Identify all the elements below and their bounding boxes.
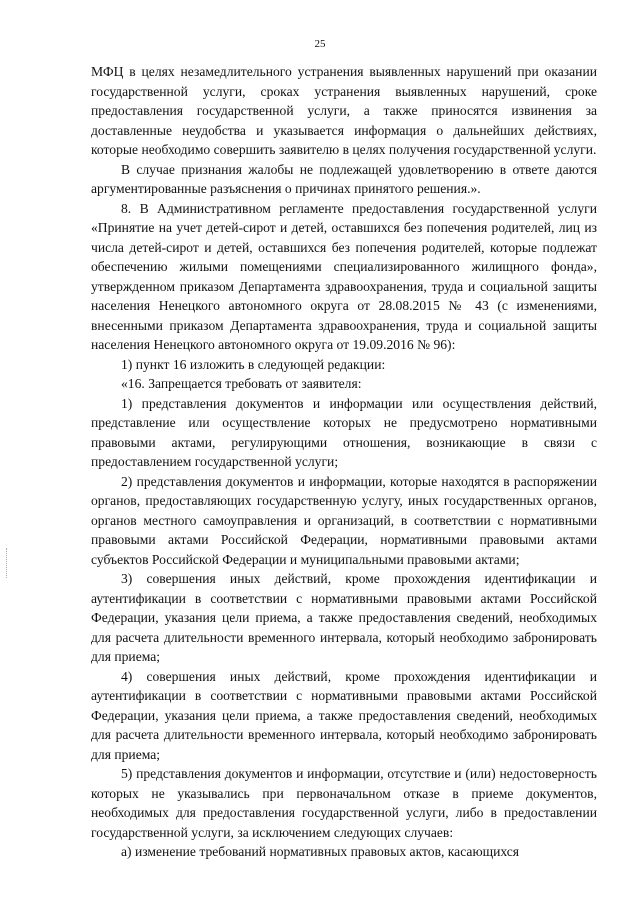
margin-mark (6, 548, 10, 578)
paragraph-10: 5) представления документов и информации, отсутствие и (или) недостоверность которых не указывались при первоначальном отказе в приеме документов, необходимых для предоставления государственной услуги, либо в предоставлении государственной услуги, за исключением следующих случаев: (91, 766, 597, 840)
paragraph-9: 4) совершения иных действий, кроме прохождения идентификации и аутентификации в соответствии с нормативными правовыми актами Российской Федерации, указания цели приема, а также предоставления сведений, необходимых для расчета длительности временного интервала, который необходимо забронировать для приема; (91, 668, 597, 762)
paragraph-8: 3) совершения иных действий, кроме прохождения идентификации и аутентификации в соответствии с нормативными правовыми актами Российской Федерации, указания цели приема, а также предоставления сведений, необходимых для расчета длительности временного интервала, который необходимо забронировать для приема; (91, 571, 597, 664)
document-body (91, 62, 597, 862)
paragraph-7: 2) представления документов и информации, которые находятся в распоряжении органов, предоставляющих государственную услугу, иных государственных органов, органов местного самоуправления и организаций, в соответствии с нормативными правовыми актами Российской Федерации, нормативными правовыми актами субъектов Российской Федерации и муниципальными правовыми актами; (91, 473, 597, 567)
paragraph-1: МФЦ в целях незамедлительного устранения выявленных нарушений при оказании государственной услуги, сроках устранения выявленных нарушений, сроке предоставления государственной услуги, а также приносятся извинения за доставленные неудобства и указывается информация о дальнейших действиях, которые необходимо совершить заявителю в целях получения государственной услуги. (91, 64, 597, 157)
paragraph-2: В случае признания жалобы не подлежащей удовлетворению в ответе даются аргументированные разъяснения о причинах принятого решения.». (91, 161, 597, 196)
paragraph-6: 1) представления документов и информации или осуществления действий, представление или осуществление которых не предусмотрено нормативными правовыми актами, регулирующими отношения, возникающие в связи с предоставлением государственной услуги; (91, 395, 597, 469)
paragraph-11: а) изменение требований нормативных правовых актов, касающихся (121, 844, 520, 859)
page-number: 25 (314, 38, 326, 50)
paragraph-4: 1) пункт 16 изложить в следующей редакции: (121, 356, 386, 372)
paragraph-5: «16. Запрещается требовать от заявителя: (121, 376, 362, 391)
paragraph-3: 8. В Административном регламенте предоставления государственной услуги «Принятие на учет детей-сирот и детей, оставшихся без попечения родителей, лиц из числа детей-сирот и детей, оставшихся без попечения родителей, которые подлежат обеспечению жилыми помещениями специализированного жилищного фонда», утвержденном приказом Департамента здравоохранения, труда и социальной защиты населения Ненецкого автономного округа от 28.08.2015 № 43 (с изменениями, внесенными приказом Департамента здравоохранения, труда и социальной защиты населения Ненецкого автономного округа от 19.09.2016 № 96): (91, 200, 597, 352)
